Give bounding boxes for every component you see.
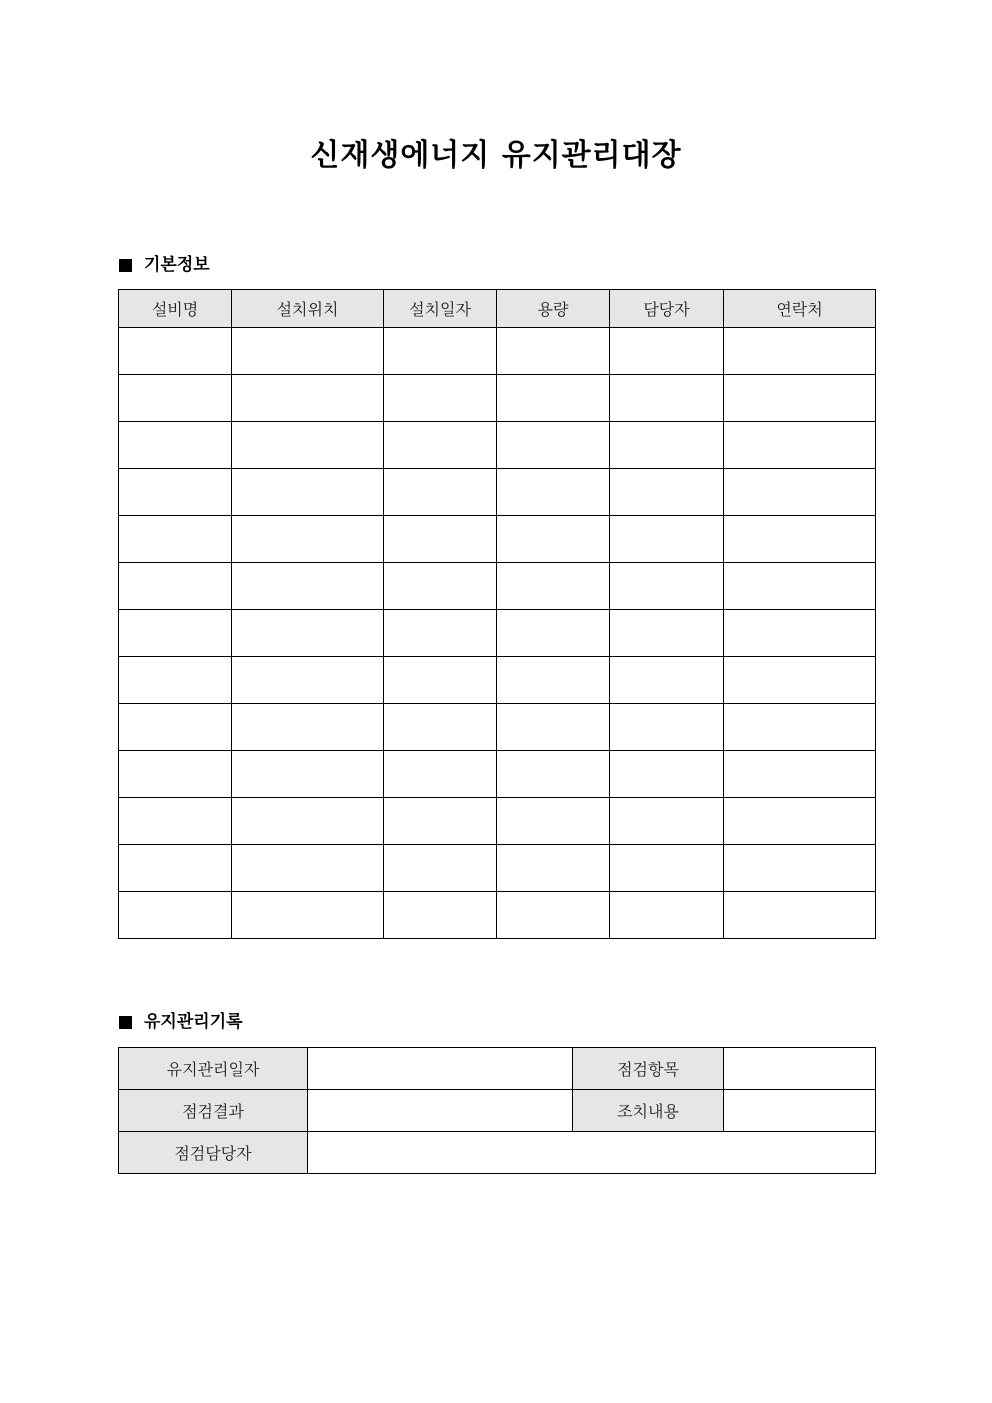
install-location-cell[interactable] (232, 798, 384, 845)
contact-cell[interactable] (724, 892, 876, 939)
table-row (119, 469, 876, 516)
contact-cell[interactable] (724, 845, 876, 892)
table-row (119, 1048, 876, 1090)
equipment-name-cell[interactable] (119, 704, 232, 751)
column-header-install-date: 설치일자 (384, 290, 497, 328)
table-row (119, 375, 876, 422)
capacity-cell[interactable] (497, 328, 610, 375)
manager-cell[interactable] (610, 469, 724, 516)
contact-cell[interactable] (724, 469, 876, 516)
install-location-cell[interactable] (232, 751, 384, 798)
basic-info-heading-label: 기본정보 (144, 255, 210, 275)
inspector-label: 점검담당자 (119, 1132, 308, 1174)
install-date-cell[interactable] (384, 422, 497, 469)
table-row (119, 892, 876, 939)
inspection-result-label: 점검결과 (119, 1090, 308, 1132)
column-header-capacity: 용량 (497, 290, 610, 328)
install-date-cell[interactable] (384, 845, 497, 892)
install-date-cell[interactable] (384, 328, 497, 375)
equipment-name-cell[interactable] (119, 422, 232, 469)
install-date-cell[interactable] (384, 610, 497, 657)
install-date-cell[interactable] (384, 563, 497, 610)
install-date-cell[interactable] (384, 892, 497, 939)
column-header-equipment-name: 설비명 (119, 290, 232, 328)
capacity-cell[interactable] (497, 751, 610, 798)
install-location-cell[interactable] (232, 422, 384, 469)
contact-cell[interactable] (724, 328, 876, 375)
inspector-field[interactable] (308, 1132, 876, 1174)
manager-cell[interactable] (610, 845, 724, 892)
capacity-cell[interactable] (497, 657, 610, 704)
action-taken-label: 조치내용 (573, 1090, 724, 1132)
inspection-item-field[interactable] (724, 1048, 876, 1090)
install-location-cell[interactable] (232, 516, 384, 563)
equipment-name-cell[interactable] (119, 328, 232, 375)
table-row (119, 610, 876, 657)
contact-cell[interactable] (724, 422, 876, 469)
black-square-icon (119, 1016, 132, 1029)
maintenance-record-heading-label: 유지관리기록 (144, 1012, 243, 1032)
table-row (119, 328, 876, 375)
install-location-cell[interactable] (232, 892, 384, 939)
install-location-cell[interactable] (232, 657, 384, 704)
install-date-cell[interactable] (384, 469, 497, 516)
equipment-name-cell[interactable] (119, 751, 232, 798)
capacity-cell[interactable] (497, 422, 610, 469)
equipment-name-cell[interactable] (119, 375, 232, 422)
table-header-row (119, 290, 876, 328)
contact-cell[interactable] (724, 657, 876, 704)
contact-cell[interactable] (724, 704, 876, 751)
equipment-name-cell[interactable] (119, 516, 232, 563)
table-row (119, 516, 876, 563)
contact-cell[interactable] (724, 798, 876, 845)
inspection-item-label: 점검항목 (573, 1048, 724, 1090)
table-row (119, 751, 876, 798)
capacity-cell[interactable] (497, 516, 610, 563)
manager-cell[interactable] (610, 892, 724, 939)
manager-cell[interactable] (610, 516, 724, 563)
install-location-cell[interactable] (232, 328, 384, 375)
capacity-cell[interactable] (497, 469, 610, 516)
equipment-name-cell[interactable] (119, 610, 232, 657)
table-row (119, 798, 876, 845)
maintenance-record-table (118, 1047, 876, 1174)
contact-cell[interactable] (724, 516, 876, 563)
document-title: 신재생에너지 유지관리대장 (310, 138, 682, 173)
table-row (119, 704, 876, 751)
maintenance-date-label: 유지관리일자 (119, 1048, 308, 1090)
install-location-cell[interactable] (232, 375, 384, 422)
table-row (119, 1090, 876, 1132)
install-location-cell[interactable] (232, 610, 384, 657)
install-date-cell[interactable] (384, 375, 497, 422)
equipment-name-cell[interactable] (119, 798, 232, 845)
column-header-install-location: 설치위치 (232, 290, 384, 328)
install-location-cell[interactable] (232, 704, 384, 751)
capacity-cell[interactable] (497, 704, 610, 751)
action-taken-field[interactable] (724, 1090, 876, 1132)
contact-cell[interactable] (724, 375, 876, 422)
contact-cell[interactable] (724, 751, 876, 798)
column-header-contact: 연락처 (724, 290, 876, 328)
inspection-result-field[interactable] (308, 1090, 573, 1132)
table-row (119, 845, 876, 892)
basic-info-heading (119, 253, 210, 277)
manager-cell[interactable] (610, 328, 724, 375)
install-date-cell[interactable] (384, 704, 497, 751)
equipment-name-cell[interactable] (119, 563, 232, 610)
contact-cell[interactable] (724, 610, 876, 657)
table-row (119, 422, 876, 469)
manager-cell[interactable] (610, 704, 724, 751)
maintenance-date-field[interactable] (308, 1048, 573, 1090)
capacity-cell[interactable] (497, 845, 610, 892)
install-date-cell[interactable] (384, 751, 497, 798)
contact-cell[interactable] (724, 563, 876, 610)
install-date-cell[interactable] (384, 798, 497, 845)
table-row (119, 657, 876, 704)
capacity-cell[interactable] (497, 610, 610, 657)
black-square-icon (119, 259, 132, 272)
table-row (119, 563, 876, 610)
manager-cell[interactable] (610, 610, 724, 657)
install-date-cell[interactable] (384, 516, 497, 563)
install-location-cell[interactable] (232, 469, 384, 516)
table-row (119, 1132, 876, 1174)
equipment-name-cell[interactable] (119, 845, 232, 892)
maintenance-record-heading (119, 1010, 243, 1034)
equipment-name-cell[interactable] (119, 657, 232, 704)
manager-cell[interactable] (610, 657, 724, 704)
equipment-name-cell[interactable] (119, 892, 232, 939)
install-date-cell[interactable] (384, 657, 497, 704)
manager-cell[interactable] (610, 751, 724, 798)
manager-cell[interactable] (610, 422, 724, 469)
capacity-cell[interactable] (497, 375, 610, 422)
equipment-name-cell[interactable] (119, 469, 232, 516)
basic-info-table (118, 289, 876, 939)
capacity-cell[interactable] (497, 798, 610, 845)
manager-cell[interactable] (610, 798, 724, 845)
manager-cell[interactable] (610, 375, 724, 422)
capacity-cell[interactable] (497, 892, 610, 939)
column-header-manager: 담당자 (610, 290, 724, 328)
install-location-cell[interactable] (232, 845, 384, 892)
capacity-cell[interactable] (497, 563, 610, 610)
manager-cell[interactable] (610, 563, 724, 610)
install-location-cell[interactable] (232, 563, 384, 610)
